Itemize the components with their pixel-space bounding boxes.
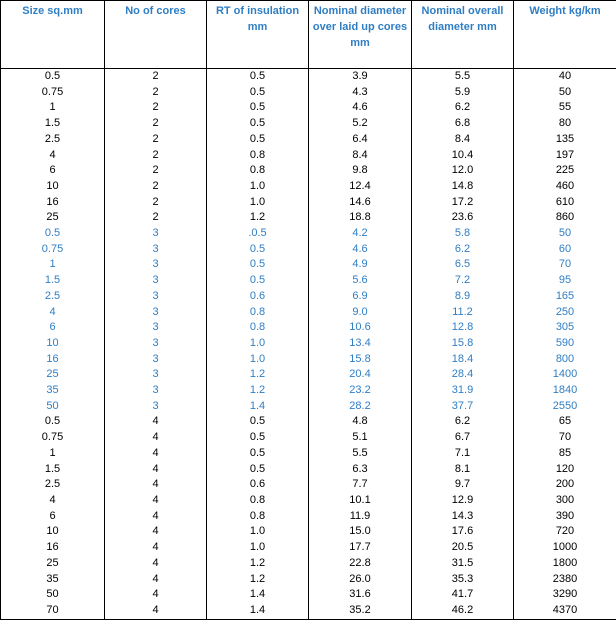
cell-size: 0.5 [1,69,105,85]
cell-weight: 1840 [514,383,616,399]
cell-overall-diameter: 31.5 [412,556,514,572]
cell-laid-up-diameter: 7.7 [309,477,412,493]
cell-cores: 4 [105,556,207,572]
cell-weight: 720 [514,524,616,540]
cell-size: 6 [1,509,105,525]
cell-cores: 2 [105,210,207,226]
table-row [1,242,616,258]
cell-insulation: 0.6 [207,477,309,493]
table-row [1,305,616,321]
cell-overall-diameter: 6.2 [412,242,514,258]
cell-insulation: 0.8 [207,305,309,321]
cell-insulation: 0.5 [207,414,309,430]
cell-laid-up-diameter: 8.4 [309,148,412,164]
cell-weight: 590 [514,336,616,352]
cell-laid-up-diameter: 31.6 [309,587,412,603]
cell-overall-diameter: 7.1 [412,446,514,462]
table-row [1,273,616,289]
table-row [1,414,616,430]
table-row [1,540,616,556]
cell-laid-up-diameter: 28.2 [309,399,412,415]
cell-insulation: 1.0 [207,352,309,368]
cell-weight: 135 [514,132,616,148]
cell-laid-up-diameter: 4.8 [309,414,412,430]
cell-overall-diameter: 7.2 [412,273,514,289]
cell-size: 0.75 [1,85,105,101]
cell-laid-up-diameter: 17.7 [309,540,412,556]
header-insulation: RT of insulation mm [207,1,309,69]
cell-insulation: 1.0 [207,179,309,195]
cell-insulation: 1.0 [207,524,309,540]
cell-size: 16 [1,540,105,556]
cell-overall-diameter: 8.4 [412,132,514,148]
cell-insulation: 1.0 [207,540,309,556]
header-weight: Weight kg/km [514,1,616,69]
table-row [1,85,616,101]
cell-cores: 4 [105,509,207,525]
cell-weight: 4370 [514,603,616,619]
cell-insulation: 0.8 [207,320,309,336]
cell-insulation: 1.2 [207,367,309,383]
cell-cores: 4 [105,587,207,603]
cell-size: 25 [1,556,105,572]
cell-size: 4 [1,305,105,321]
table-row [1,430,616,446]
cell-weight: 250 [514,305,616,321]
cell-laid-up-diameter: 15.0 [309,524,412,540]
cell-insulation: 1.2 [207,556,309,572]
cell-weight: 1000 [514,540,616,556]
cell-overall-diameter: 17.6 [412,524,514,540]
cell-insulation: 0.5 [207,116,309,132]
cell-laid-up-diameter: 5.5 [309,446,412,462]
cell-size: 1.5 [1,116,105,132]
cell-laid-up-diameter: 26.0 [309,572,412,588]
cell-weight: 3290 [514,587,616,603]
cell-size: 35 [1,383,105,399]
cell-cores: 4 [105,540,207,556]
cell-size: 4 [1,493,105,509]
cell-insulation: 1.2 [207,572,309,588]
cell-cores: 2 [105,85,207,101]
cell-laid-up-diameter: 6.9 [309,289,412,305]
cell-insulation: 0.5 [207,100,309,116]
cell-cores: 2 [105,148,207,164]
cell-size: 1 [1,257,105,273]
cell-laid-up-diameter: 12.4 [309,179,412,195]
cell-insulation: 0.6 [207,289,309,305]
table-row [1,509,616,525]
cell-overall-diameter: 6.5 [412,257,514,273]
cell-size: 10 [1,179,105,195]
cell-insulation: 0.8 [207,163,309,179]
cell-cores: 3 [105,273,207,289]
cell-overall-diameter: 9.7 [412,477,514,493]
cell-laid-up-diameter: 13.4 [309,336,412,352]
cell-weight: 165 [514,289,616,305]
table-row [1,462,616,478]
cell-size: 6 [1,320,105,336]
cell-weight: 1400 [514,367,616,383]
cell-size: 1.5 [1,273,105,289]
cell-cores: 3 [105,399,207,415]
cell-size: 2.5 [1,289,105,305]
cell-insulation: .0.5 [207,226,309,242]
cell-cores: 4 [105,572,207,588]
cell-weight: 50 [514,226,616,242]
table-row [1,163,616,179]
cell-weight: 197 [514,148,616,164]
cell-weight: 460 [514,179,616,195]
cell-insulation: 0.5 [207,430,309,446]
cell-cores: 3 [105,352,207,368]
cell-cores: 2 [105,116,207,132]
table-row [1,446,616,462]
cell-insulation: 0.5 [207,85,309,101]
cell-weight: 390 [514,509,616,525]
table-row [1,352,616,368]
header-overall-diameter: Nominal overall diameter mm [412,1,514,69]
cell-cores: 4 [105,414,207,430]
cell-laid-up-diameter: 20.4 [309,367,412,383]
cell-laid-up-diameter: 10.1 [309,493,412,509]
cell-cores: 2 [105,132,207,148]
cell-size: 16 [1,352,105,368]
cell-insulation: 1.0 [207,336,309,352]
cell-laid-up-diameter: 9.8 [309,163,412,179]
cell-insulation: 1.4 [207,587,309,603]
cell-weight: 610 [514,195,616,211]
cell-size: 1 [1,446,105,462]
cell-insulation: 0.5 [207,69,309,85]
table-row [1,179,616,195]
cell-insulation: 0.8 [207,509,309,525]
cell-cores: 2 [105,195,207,211]
cell-overall-diameter: 8.1 [412,462,514,478]
cell-overall-diameter: 37.7 [412,399,514,415]
cell-cores: 4 [105,477,207,493]
cell-cores: 3 [105,320,207,336]
cell-insulation: 1.2 [207,210,309,226]
cell-size: 2.5 [1,132,105,148]
cell-insulation: 1.0 [207,195,309,211]
cell-size: 10 [1,336,105,352]
cell-weight: 860 [514,210,616,226]
cell-laid-up-diameter: 4.3 [309,85,412,101]
cell-cores: 2 [105,163,207,179]
cell-size: 6 [1,163,105,179]
cell-weight: 50 [514,85,616,101]
cell-laid-up-diameter: 15.8 [309,352,412,368]
cell-laid-up-diameter: 6.3 [309,462,412,478]
cell-cores: 4 [105,430,207,446]
table-row [1,556,616,572]
cell-laid-up-diameter: 22.8 [309,556,412,572]
cell-weight: 225 [514,163,616,179]
cell-weight: 800 [514,352,616,368]
cell-size: 50 [1,587,105,603]
cell-laid-up-diameter: 14.6 [309,195,412,211]
table-row [1,383,616,399]
cell-overall-diameter: 5.9 [412,85,514,101]
table-row [1,572,616,588]
cell-overall-diameter: 6.8 [412,116,514,132]
table-row [1,399,616,415]
cell-overall-diameter: 10.4 [412,148,514,164]
cell-size: 0.5 [1,414,105,430]
cell-weight: 85 [514,446,616,462]
cell-laid-up-diameter: 18.8 [309,210,412,226]
cell-laid-up-diameter: 5.2 [309,116,412,132]
cell-laid-up-diameter: 11.9 [309,509,412,525]
cell-size: 1.5 [1,462,105,478]
cell-overall-diameter: 8.9 [412,289,514,305]
cell-cores: 3 [105,257,207,273]
cell-size: 2.5 [1,477,105,493]
cell-overall-diameter: 6.2 [412,414,514,430]
cell-overall-diameter: 18.4 [412,352,514,368]
cell-overall-diameter: 12.8 [412,320,514,336]
cell-laid-up-diameter: 4.6 [309,100,412,116]
cell-overall-diameter: 5.8 [412,226,514,242]
cell-cores: 4 [105,446,207,462]
cell-overall-diameter: 20.5 [412,540,514,556]
cell-overall-diameter: 35.3 [412,572,514,588]
table-row [1,524,616,540]
header-laid-up-diameter: Nominal diameter over laid up cores mm [309,1,412,69]
cell-size: 0.75 [1,430,105,446]
cell-size: 0.75 [1,242,105,258]
cell-weight: 1800 [514,556,616,572]
cell-cores: 3 [105,242,207,258]
cell-overall-diameter: 31.9 [412,383,514,399]
cell-overall-diameter: 11.2 [412,305,514,321]
cell-overall-diameter: 15.8 [412,336,514,352]
cell-insulation: 0.5 [207,257,309,273]
cell-overall-diameter: 23.6 [412,210,514,226]
cell-laid-up-diameter: 5.1 [309,430,412,446]
cell-insulation: 1.2 [207,383,309,399]
cell-insulation: 0.5 [207,462,309,478]
cell-overall-diameter: 17.2 [412,195,514,211]
cell-weight: 2550 [514,399,616,415]
cell-size: 70 [1,603,105,619]
table-row [1,477,616,493]
cell-insulation: 0.5 [207,446,309,462]
cell-cores: 4 [105,603,207,619]
cell-size: 25 [1,210,105,226]
cell-laid-up-diameter: 4.2 [309,226,412,242]
cell-cores: 3 [105,367,207,383]
table-row [1,493,616,509]
table-row [1,132,616,148]
cell-laid-up-diameter: 6.4 [309,132,412,148]
cell-size: 50 [1,399,105,415]
table-row [1,226,616,242]
cell-laid-up-diameter: 10.6 [309,320,412,336]
cell-size: 0.5 [1,226,105,242]
cell-insulation: 1.4 [207,399,309,415]
cell-laid-up-diameter: 35.2 [309,603,412,619]
cell-weight: 2380 [514,572,616,588]
cell-insulation: 0.5 [207,132,309,148]
cell-laid-up-diameter: 9.0 [309,305,412,321]
table-row [1,587,616,603]
cell-size: 4 [1,148,105,164]
cell-cores: 4 [105,493,207,509]
table-row [1,603,616,619]
table-row [1,367,616,383]
header-size: Size sq.mm [1,1,105,69]
cell-cores: 2 [105,69,207,85]
cell-overall-diameter: 6.7 [412,430,514,446]
cell-laid-up-diameter: 4.6 [309,242,412,258]
cell-cores: 3 [105,336,207,352]
cell-overall-diameter: 41.7 [412,587,514,603]
cell-insulation: 0.8 [207,148,309,164]
cell-insulation: 0.5 [207,242,309,258]
cell-overall-diameter: 14.8 [412,179,514,195]
cell-laid-up-diameter: 23.2 [309,383,412,399]
cell-cores: 3 [105,383,207,399]
cell-laid-up-diameter: 4.9 [309,257,412,273]
header-cores: No of cores [105,1,207,69]
cell-overall-diameter: 5.5 [412,69,514,85]
cell-cores: 3 [105,305,207,321]
table-body [1,69,616,620]
cell-cores: 3 [105,289,207,305]
cell-weight: 120 [514,462,616,478]
cell-weight: 70 [514,257,616,273]
cell-weight: 95 [514,273,616,289]
cell-laid-up-diameter: 3.9 [309,69,412,85]
table-row [1,336,616,352]
cell-weight: 300 [514,493,616,509]
cell-weight: 65 [514,414,616,430]
cell-overall-diameter: 14.3 [412,509,514,525]
cell-cores: 4 [105,524,207,540]
cell-weight: 60 [514,242,616,258]
table-row [1,210,616,226]
cell-weight: 200 [514,477,616,493]
cell-weight: 80 [514,116,616,132]
header-row [1,1,616,69]
cell-weight: 70 [514,430,616,446]
cell-overall-diameter: 12.9 [412,493,514,509]
cell-size: 16 [1,195,105,211]
cell-overall-diameter: 28.4 [412,367,514,383]
table-row [1,69,616,85]
cell-laid-up-diameter: 5.6 [309,273,412,289]
cell-size: 1 [1,100,105,116]
table-row [1,320,616,336]
cell-weight: 305 [514,320,616,336]
cell-size: 10 [1,524,105,540]
cell-size: 25 [1,367,105,383]
cell-cores: 3 [105,226,207,242]
table-row [1,289,616,305]
cell-overall-diameter: 6.2 [412,100,514,116]
cell-weight: 55 [514,100,616,116]
cell-overall-diameter: 46.2 [412,603,514,619]
cell-insulation: 0.8 [207,493,309,509]
table-row [1,100,616,116]
cell-cores: 2 [105,100,207,116]
cell-insulation: 0.5 [207,273,309,289]
cell-weight: 40 [514,69,616,85]
table-row [1,195,616,211]
cell-overall-diameter: 12.0 [412,163,514,179]
table-row [1,116,616,132]
cell-insulation: 1.4 [207,603,309,619]
cell-cores: 4 [105,462,207,478]
table-row [1,257,616,273]
cell-size: 35 [1,572,105,588]
cell-cores: 2 [105,179,207,195]
table-row [1,148,616,164]
